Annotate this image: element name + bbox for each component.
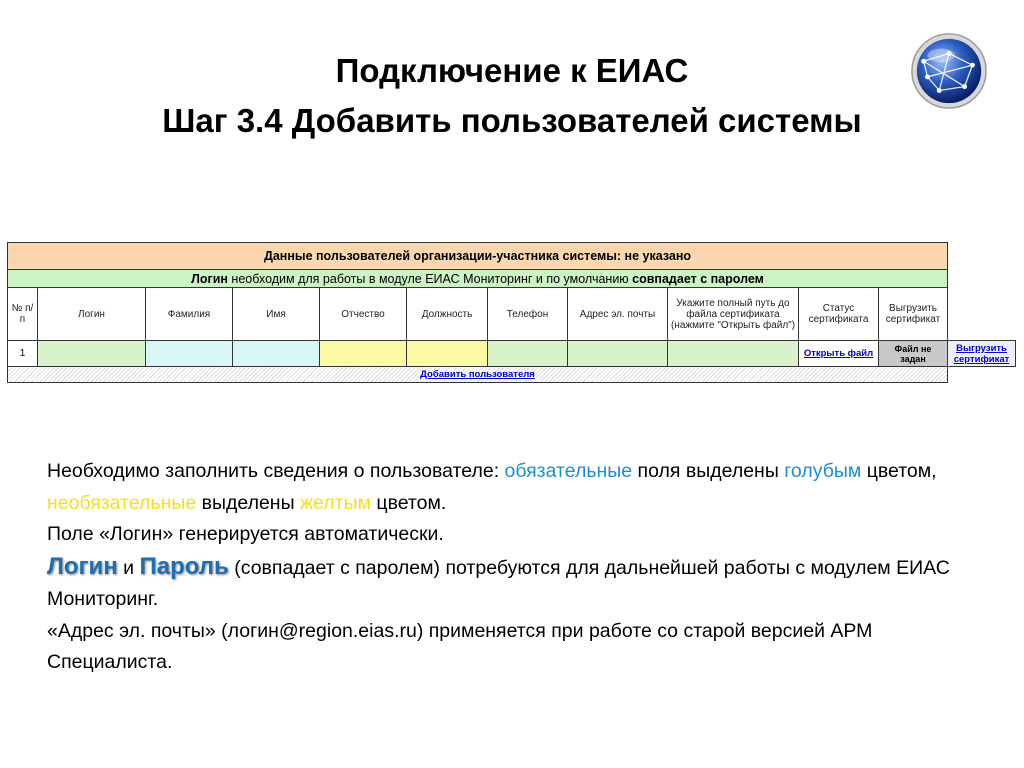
phone-input[interactable] bbox=[488, 341, 568, 367]
col-login: Логин bbox=[38, 288, 146, 341]
text-span: цветом. bbox=[370, 491, 447, 514]
text-span: и bbox=[117, 556, 140, 579]
table-row bbox=[8, 341, 1016, 367]
page-title: Подключение к ЕИАС bbox=[335, 52, 689, 89]
col-name: Имя bbox=[233, 288, 320, 341]
col-cert-status: Статус сертификата bbox=[799, 288, 879, 341]
col-email: Адрес эл. почты bbox=[568, 288, 668, 341]
text-span: цветом, bbox=[861, 460, 937, 482]
row-number: 1 bbox=[8, 341, 38, 367]
col-cert-path: Укажите полный путь до файла сертификата (нажмите "Открыть файл") bbox=[668, 288, 799, 341]
col-number: № п/п bbox=[8, 288, 38, 341]
col-position: Должность bbox=[407, 288, 488, 341]
text-span: выделены bbox=[196, 491, 300, 514]
page-subtitle: Шаг 3.4 Добавить пользователей системы bbox=[162, 102, 862, 139]
optional-word: необязательные bbox=[47, 491, 197, 514]
subheader-password: совпадает с паролем bbox=[632, 271, 764, 286]
text-span: поля выделены bbox=[632, 460, 785, 482]
globe-icon bbox=[910, 32, 988, 110]
table-header: Данные пользователей организации-участника системы: не указано bbox=[8, 243, 948, 270]
users-table bbox=[7, 242, 1016, 383]
col-patronymic: Отчество bbox=[320, 288, 407, 341]
blue-word: голубым bbox=[784, 460, 862, 482]
paragraph-email: «Адрес эл. почты» (логин@region.eias.ru) применяется при работе со старой версией АРМ Специалиста. bbox=[47, 619, 873, 673]
login-field[interactable] bbox=[38, 341, 146, 367]
email-field[interactable] bbox=[568, 341, 668, 367]
cert-path-input[interactable] bbox=[668, 341, 799, 367]
export-cert-link[interactable]: Выгрузить сертификат bbox=[953, 342, 1010, 365]
subheader-text: необходим для работы в модуле ЕИАС Мониторинг и по умолчанию bbox=[227, 271, 633, 286]
paragraph-login-auto: Поле «Логин» генерируется автоматически. bbox=[47, 523, 444, 545]
patronymic-input[interactable] bbox=[320, 341, 407, 367]
login-word: Логин bbox=[47, 552, 118, 580]
table-subheader bbox=[8, 270, 948, 288]
required-word: обязательные bbox=[504, 460, 633, 482]
text-span: Необходимо заполнить сведения о пользователе: bbox=[47, 460, 505, 482]
yellow-word: желтым bbox=[300, 491, 371, 514]
cert-status-value: Файл не задан bbox=[879, 341, 948, 367]
surname-input[interactable] bbox=[146, 341, 233, 367]
col-phone: Телефон bbox=[488, 288, 568, 341]
open-file-link[interactable]: Открыть файл bbox=[803, 348, 874, 359]
add-user-link[interactable]: Добавить пользователя bbox=[420, 369, 535, 380]
col-cert-export: Выгрузить сертификат bbox=[879, 288, 948, 341]
text-span: (совпадает с паролем) потребуются для дальнейшей работы с модулем ЕИАС Мониторинг. bbox=[47, 556, 950, 610]
name-input[interactable] bbox=[233, 341, 320, 367]
subheader-login: Логин bbox=[191, 271, 228, 286]
paragraph-credentials bbox=[47, 551, 987, 616]
paragraph-fields bbox=[47, 456, 987, 519]
description bbox=[47, 456, 987, 679]
password-word: Пароль bbox=[139, 552, 229, 580]
position-input[interactable] bbox=[407, 341, 488, 367]
col-surname: Фамилия bbox=[146, 288, 233, 341]
